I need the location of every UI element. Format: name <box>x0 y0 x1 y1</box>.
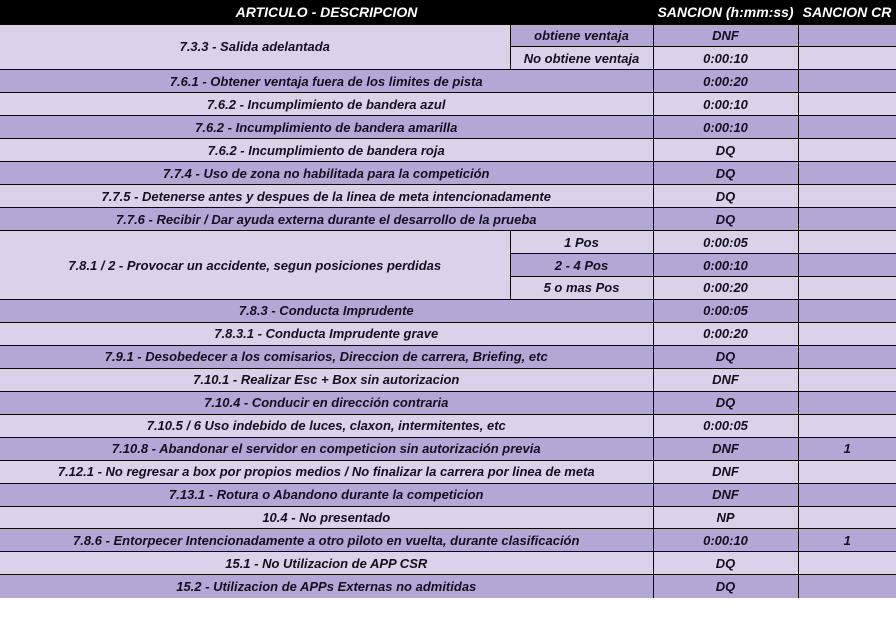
sanction-cell: DNF <box>653 483 798 506</box>
sanction-cr-cell <box>798 414 896 437</box>
article-cell: 7.6.2 - Incumplimiento de bandera amarilla <box>0 116 653 139</box>
sanction-cr-cell <box>798 139 896 162</box>
sanction-cell: DQ <box>653 345 798 368</box>
sanction-cell: DQ <box>653 575 798 598</box>
sanction-cell: DQ <box>653 552 798 575</box>
condition-cell: 1 Pos <box>510 231 653 254</box>
sanction-cr-cell <box>798 47 896 70</box>
table-header <box>0 0 896 24</box>
sanction-cr-cell: 1 <box>798 437 896 460</box>
table-row <box>0 139 896 162</box>
sanction-cell: 0:00:05 <box>653 231 798 254</box>
sanction-cr-cell <box>798 162 896 185</box>
article-cell: 10.4 - No presentado <box>0 506 653 529</box>
article-cell: 7.10.5 / 6 Uso indebido de luces, claxon, intermitentes, etc <box>0 414 653 437</box>
table-row <box>0 552 896 575</box>
sanction-cr-cell: 1 <box>798 529 896 552</box>
sanction-cell: DNF <box>653 437 798 460</box>
sanction-cell: DQ <box>653 185 798 208</box>
table-row <box>0 529 896 552</box>
sanction-cr-cell <box>798 70 896 93</box>
article-cell: 7.3.3 - Salida adelantada <box>0 24 510 70</box>
sanction-cr-cell <box>798 322 896 345</box>
table-row <box>0 162 896 185</box>
condition-cell: obtiene ventaja <box>510 24 653 47</box>
header-row <box>0 0 896 24</box>
sanction-cr-cell <box>798 208 896 231</box>
article-cell: 15.1 - No Utilizacion de APP CSR <box>0 552 653 575</box>
column-header-sancion: SANCION (h:mm:ss) <box>653 0 798 24</box>
sanction-cr-cell <box>798 276 896 299</box>
article-cell: 7.10.8 - Abandonar el servidor en competicion sin autorización previa <box>0 437 653 460</box>
table-row <box>0 506 896 529</box>
table-row <box>0 437 896 460</box>
sanction-cr-cell <box>798 460 896 483</box>
sanction-cell: 0:00:10 <box>653 254 798 277</box>
table-row <box>0 460 896 483</box>
article-cell: 7.6.2 - Incumplimiento de bandera azul <box>0 93 653 116</box>
sanction-cr-cell <box>798 185 896 208</box>
article-cell: 7.8.3.1 - Conducta Imprudente grave <box>0 322 653 345</box>
table-row <box>0 414 896 437</box>
article-cell: 7.12.1 - No regresar a box por propios medios / No finalizar la carrera por linea de meta <box>0 460 653 483</box>
article-cell: 7.7.6 - Recibir / Dar ayuda externa durante el desarrollo de la prueba <box>0 208 653 231</box>
article-cell: 7.10.1 - Realizar Esc + Box sin autorizacion <box>0 368 653 391</box>
sanction-cell: 0:00:05 <box>653 299 798 322</box>
article-cell: 7.9.1 - Desobedecer a los comisarios, Direccion de carrera, Briefing, etc <box>0 345 653 368</box>
sanction-cr-cell <box>798 483 896 506</box>
table-row <box>0 24 896 47</box>
table-row <box>0 483 896 506</box>
condition-cell: 5 o mas Pos <box>510 276 653 299</box>
article-cell: 7.6.2 - Incumplimiento de bandera roja <box>0 139 653 162</box>
condition-cell: No obtiene ventaja <box>510 47 653 70</box>
sanction-cell: DQ <box>653 391 798 414</box>
article-cell: 7.8.1 / 2 - Provocar un accidente, segun posiciones perdidas <box>0 231 510 300</box>
sanction-cr-cell <box>798 552 896 575</box>
sanction-cr-cell <box>798 254 896 277</box>
sanction-cell: DQ <box>653 208 798 231</box>
sanction-cr-cell <box>798 345 896 368</box>
sanction-cell: 0:00:20 <box>653 276 798 299</box>
table-row <box>0 575 896 598</box>
table-row <box>0 345 896 368</box>
sanction-cr-cell <box>798 116 896 139</box>
article-cell: 7.13.1 - Rotura o Abandono durante la competicion <box>0 483 653 506</box>
table-row <box>0 391 896 414</box>
article-cell: 7.7.4 - Uso de zona no habilitada para la competición <box>0 162 653 185</box>
sanction-cell: DQ <box>653 162 798 185</box>
table-body <box>0 24 896 598</box>
sanction-cell: 0:00:20 <box>653 322 798 345</box>
table-row <box>0 299 896 322</box>
sanction-cell: NP <box>653 506 798 529</box>
article-cell: 15.2 - Utilizacion de APPs Externas no admitidas <box>0 575 653 598</box>
table-row <box>0 231 896 254</box>
sanction-cell: DNF <box>653 24 798 47</box>
sanction-cr-cell <box>798 231 896 254</box>
sanction-cr-cell <box>798 24 896 47</box>
article-cell: 7.7.5 - Detenerse antes y despues de la linea de meta intencionadamente <box>0 185 653 208</box>
table-row <box>0 368 896 391</box>
condition-cell: 2 - 4 Pos <box>510 254 653 277</box>
sanction-cr-cell <box>798 575 896 598</box>
sanction-cell: 0:00:20 <box>653 70 798 93</box>
table-row <box>0 93 896 116</box>
table-row <box>0 70 896 93</box>
table-row <box>0 185 896 208</box>
sanction-cr-cell <box>798 93 896 116</box>
sanction-cr-cell <box>798 299 896 322</box>
sanction-cell: DQ <box>653 139 798 162</box>
column-header-sancion-cr: SANCION CR <box>798 0 896 24</box>
sanction-cr-cell <box>798 506 896 529</box>
sanction-cr-cell <box>798 368 896 391</box>
sanction-cell: DNF <box>653 368 798 391</box>
sanction-cell: DNF <box>653 460 798 483</box>
sanction-cr-cell <box>798 391 896 414</box>
sanction-cell: 0:00:10 <box>653 47 798 70</box>
sanction-cell: 0:00:10 <box>653 116 798 139</box>
article-cell: 7.6.1 - Obtener ventaja fuera de los limites de pista <box>0 70 653 93</box>
article-cell: 7.8.6 - Entorpecer Intencionadamente a otro piloto en vuelta, durante clasificación <box>0 529 653 552</box>
table-row <box>0 322 896 345</box>
sanction-cell: 0:00:10 <box>653 93 798 116</box>
table-row <box>0 116 896 139</box>
article-cell: 7.10.4 - Conducir en dirección contraria <box>0 391 653 414</box>
sanction-cell: 0:00:05 <box>653 414 798 437</box>
column-header-articulo: ARTICULO - DESCRIPCION <box>0 0 653 24</box>
sanction-cell: 0:00:10 <box>653 529 798 552</box>
article-cell: 7.8.3 - Conducta Imprudente <box>0 299 653 322</box>
table-row <box>0 208 896 231</box>
